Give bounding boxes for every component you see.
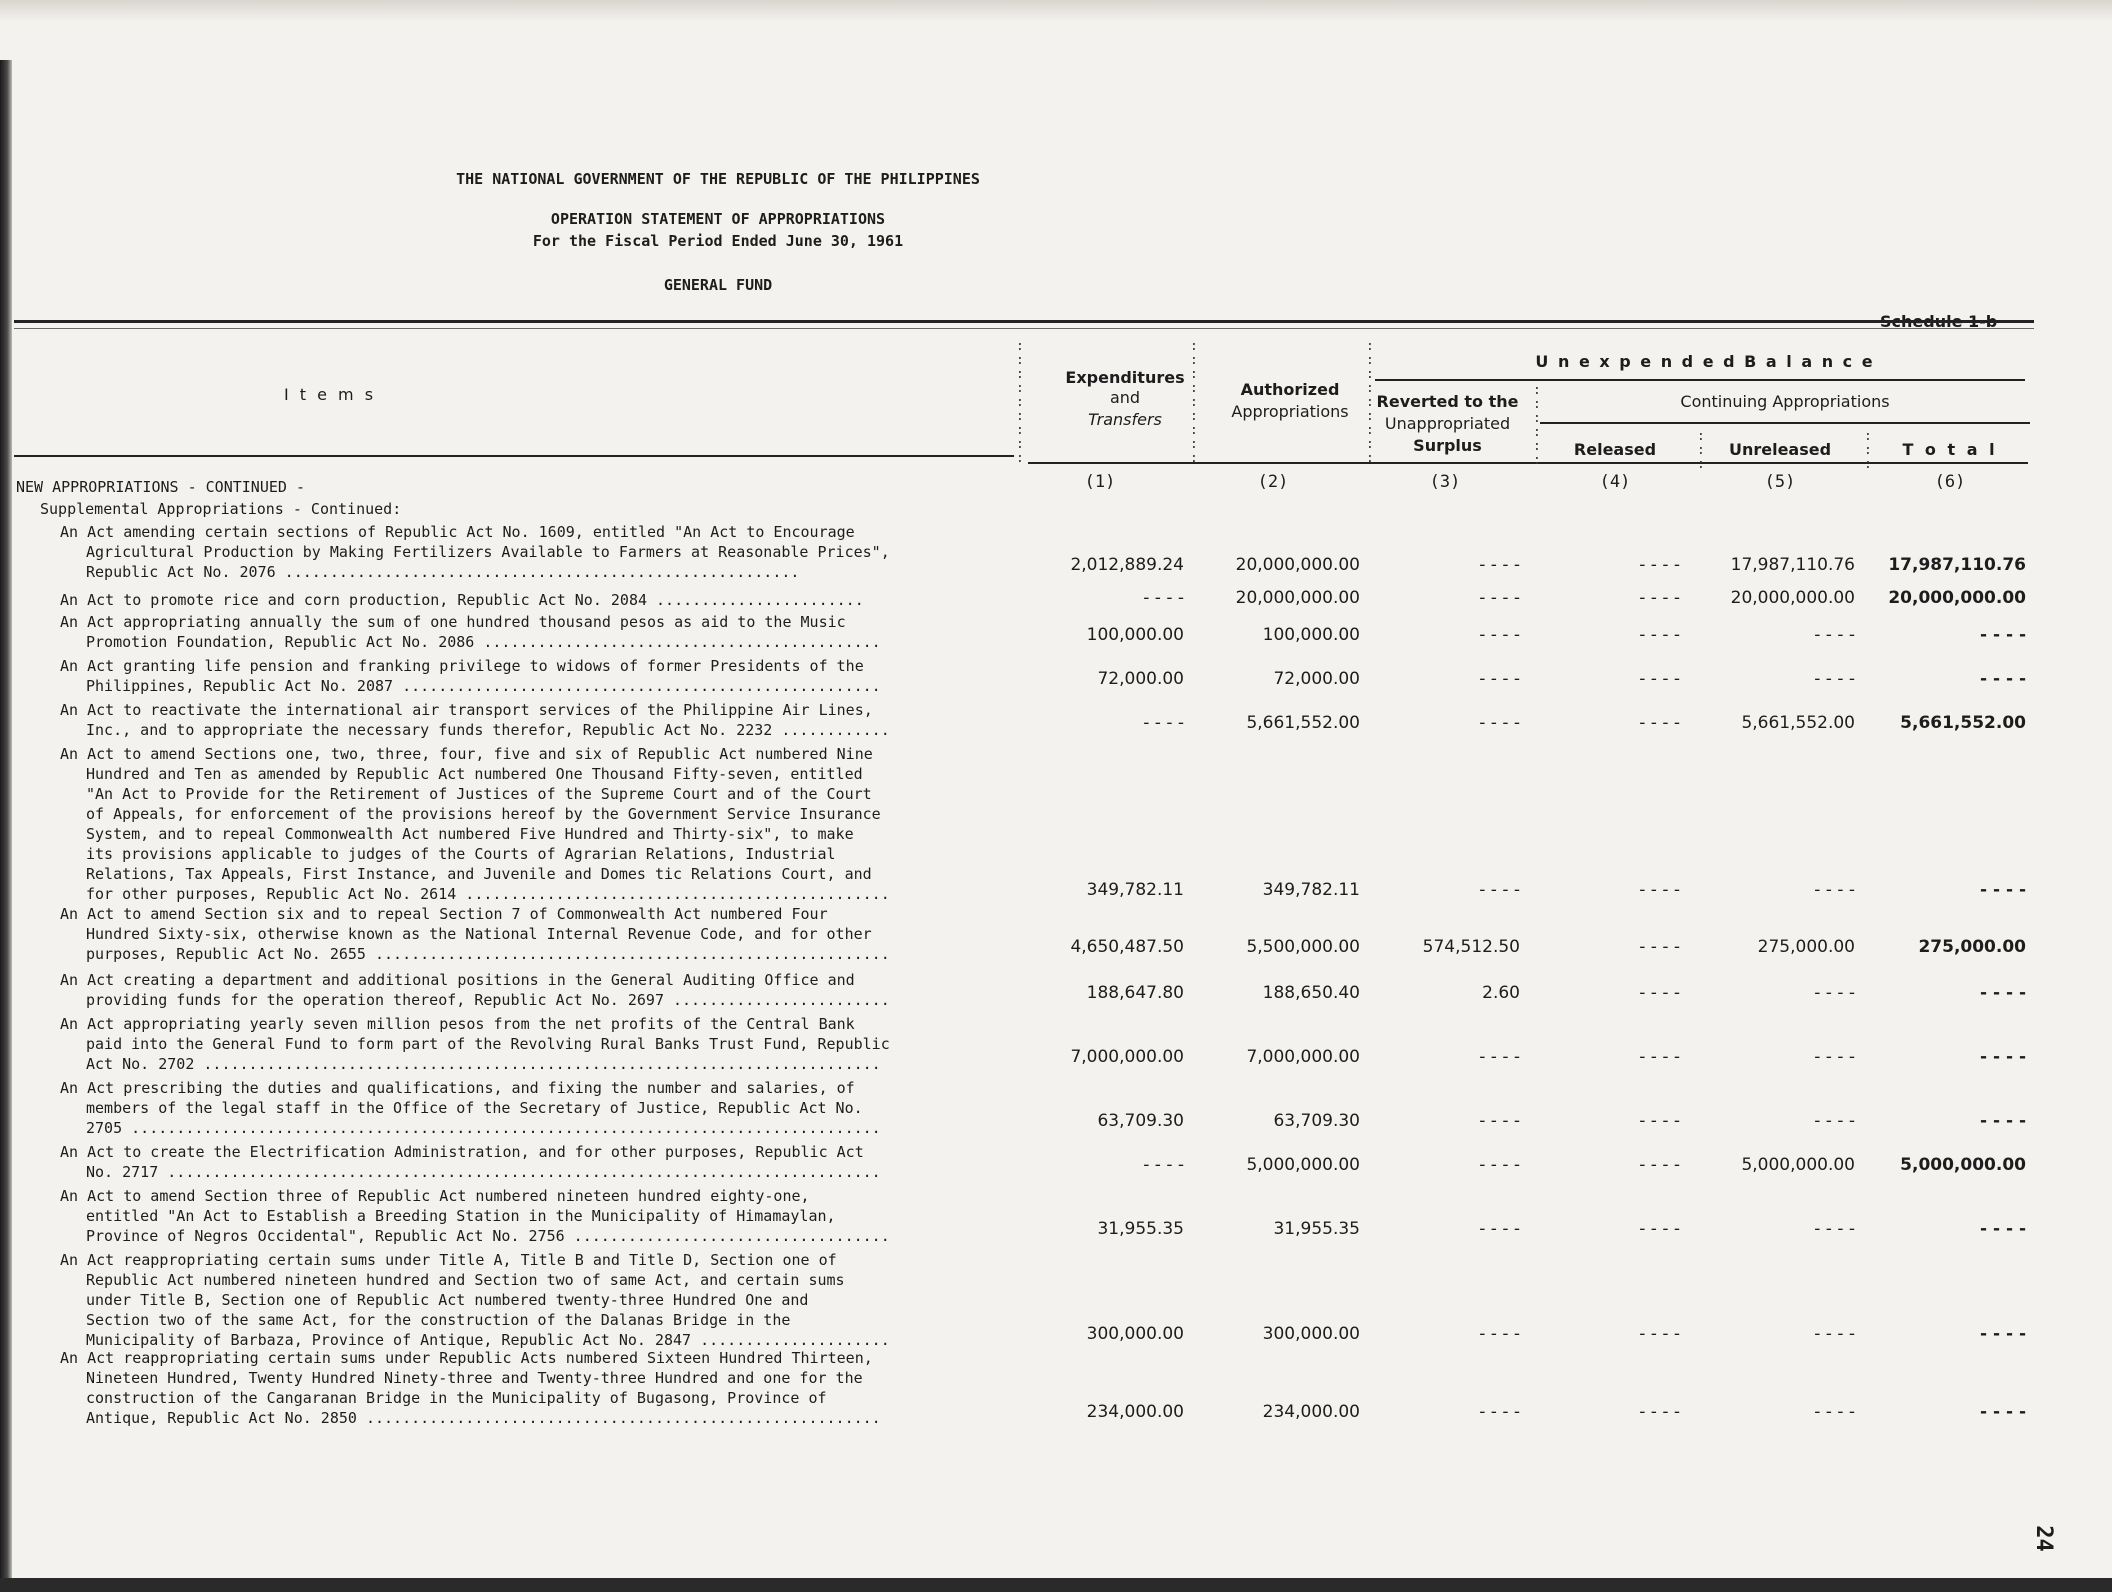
col4-number: (4): [1599, 472, 1631, 492]
row-description-line: Hundred Sixty-six, otherwise known as the National Internal Revenue Code, and for other: [86, 925, 872, 943]
fund-name: GENERAL FUND: [663, 276, 773, 294]
continuing-rule: [1540, 422, 2030, 424]
row-description-line: its provisions applicable to judges of the Courts of Agrarian Relations, Industrial: [86, 845, 836, 863]
row-item-description: [60, 1250, 1010, 1350]
top-rule: [14, 320, 2034, 323]
row-value-col4: - - - -: [1639, 1047, 1680, 1067]
row-value-col1: 349,782.11: [1086, 879, 1184, 900]
page-number: 24: [2030, 1525, 2056, 1552]
row-description-line: An Act creating a department and additional positions in the General Auditing Office and: [60, 971, 855, 989]
row-value-col2: 300,000.00: [1262, 1324, 1360, 1344]
row-value-col3: - - - -: [1479, 1324, 1520, 1344]
row-value-col6: - - - -: [1980, 982, 2026, 1003]
section-subtitle: Supplemental Appropriations - Continued:: [40, 500, 402, 518]
row-description-line: Province of Negros Occidental", Republic Act No. 2756 ...................................: [86, 1227, 890, 1245]
items-header: I t e m s: [283, 385, 377, 404]
row-value-col3: - - - -: [1479, 712, 1520, 733]
row-item-description: [60, 1348, 1010, 1428]
row-description-line: Relations, Tax Appeals, First Instance, and Juvenile and Domes tic Relations Court, and: [86, 865, 872, 883]
row-description-line: An Act appropriating annually the sum of one hundred thousand pesos as aid to the Music: [60, 613, 846, 631]
row-value-col1: 31,955.35: [1097, 1219, 1184, 1239]
row-description-line: An Act to amend Sections one, two, three, four, five and six of Republic Act numbered Nine: [60, 745, 873, 763]
row-value-col4: - - - -: [1639, 982, 1680, 1003]
row-description-line: Republic Act No. 2076 .........................................................: [86, 563, 800, 581]
row-item-description: [60, 1186, 1010, 1246]
unexpended-rule: [1375, 379, 2025, 381]
row-description-line: An Act to reactivate the international air transport services of the Philippine Air Lines,: [60, 701, 873, 719]
row-value-col1: 2,012,889.24: [1070, 555, 1184, 575]
row-value-col3: - - - -: [1479, 879, 1520, 900]
row-value-col5: - - - -: [1814, 1324, 1855, 1344]
row-value-col5: - - - -: [1814, 1111, 1855, 1131]
row-value-col2: 72,000.00: [1273, 668, 1360, 689]
row-description-line: Philippines, Republic Act No. 2087 .....................................................: [86, 677, 881, 695]
row-value-col4: - - - -: [1639, 1324, 1680, 1344]
row-value-col3: - - - -: [1479, 1154, 1520, 1175]
row-description-line: Promotion Foundation, Republic Act No. 2086 ............................................: [86, 633, 881, 651]
row-description-line: members of the legal staff in the Office of the Secretary of Justice, Republic Act No.: [86, 1099, 863, 1117]
row-item-description: [60, 1014, 1010, 1074]
row-value-col1: 100,000.00: [1086, 624, 1184, 645]
col6-header: T o t a l: [1902, 440, 1998, 459]
row-value-col1: 234,000.00: [1086, 1401, 1184, 1422]
row-value-col4: - - - -: [1639, 555, 1680, 575]
row-value-col4: - - - -: [1639, 624, 1680, 645]
row-value-col3: - - - -: [1479, 555, 1520, 575]
row-description-line: An Act to amend Section six and to repeal Section 7 of Commonwealth Act numbered Four: [60, 905, 828, 923]
row-value-col5: 5,661,552.00: [1741, 712, 1855, 733]
row-value-col1: - - - -: [1143, 588, 1184, 608]
col4-header: Released: [1573, 440, 1657, 459]
row-value-col1: 4,650,487.50: [1070, 937, 1184, 957]
row-value-col2: 100,000.00: [1262, 624, 1360, 645]
col6-number: (6): [1934, 472, 1966, 492]
row-value-col6: - - - -: [1980, 668, 2026, 689]
row-item-description: [60, 904, 1010, 964]
column-divider-1: : : : : : : : : :: [1016, 339, 1024, 466]
row-item-description: [60, 700, 1010, 740]
row-description-line: An Act appropriating yearly seven million pesos from the net profits of the Central Bank: [60, 1015, 855, 1033]
page-bottom-edge: [0, 1578, 2112, 1592]
row-value-col4: - - - -: [1639, 588, 1680, 608]
row-value-col4: - - - -: [1639, 879, 1680, 900]
column-divider-4: : : : : : :: [1533, 383, 1541, 468]
continuing-appropriations-header: Continuing Appropriations: [1680, 392, 1890, 411]
row-description-line: Act No. 2702 ...........................................................................: [86, 1055, 881, 1073]
row-value-col1: 63,709.30: [1097, 1111, 1184, 1131]
row-description-line: under Title B, Section one of Republic Act numbered twenty-three Hundred One and: [86, 1291, 809, 1309]
row-value-col2: 7,000,000.00: [1246, 1047, 1360, 1067]
row-value-col5: - - - -: [1814, 1047, 1855, 1067]
row-value-col6: 5,661,552.00: [1900, 712, 2026, 733]
row-value-col3: - - - -: [1479, 1219, 1520, 1239]
row-value-col2: 20,000,000.00: [1235, 588, 1360, 608]
row-item-description: [60, 1142, 1010, 1182]
row-description-line: Municipality of Barbaza, Province of Antique, Republic Act No. 2847 .....................: [86, 1331, 890, 1349]
row-value-col3: - - - -: [1479, 624, 1520, 645]
row-value-col6: 20,000,000.00: [1888, 588, 2026, 608]
row-value-col2: 349,782.11: [1262, 879, 1360, 900]
row-description-line: An Act prescribing the duties and qualifications, and fixing the number and salaries, of: [60, 1079, 855, 1097]
row-value-col6: - - - -: [1980, 879, 2026, 900]
row-value-col1: - - - -: [1143, 1154, 1184, 1175]
row-value-col4: - - - -: [1639, 1154, 1680, 1175]
row-value-col2: 188,650.40: [1262, 982, 1360, 1003]
column-divider-5: : : :: [1697, 429, 1705, 472]
row-value-col5: - - - -: [1814, 668, 1855, 689]
government-title: THE NATIONAL GOVERNMENT OF THE REPUBLIC OF THE PHILIPPINES: [456, 170, 980, 188]
row-description-line: Nineteen Hundred, Twenty Hundred Ninety-three and Twenty-three Hundred and one for the: [86, 1369, 863, 1387]
column-divider-2: : : : : : : : : :: [1190, 339, 1198, 466]
row-value-col2: 5,000,000.00: [1246, 1154, 1360, 1175]
row-value-col4: - - - -: [1639, 1401, 1680, 1422]
statement-title: OPERATION STATEMENT OF APPROPRIATIONS: [550, 210, 886, 228]
row-description-line: 2705 ...................................................................................: [86, 1119, 881, 1137]
row-value-col3: 574,512.50: [1422, 937, 1520, 957]
row-value-col5: 5,000,000.00: [1741, 1154, 1855, 1175]
row-description-line: providing funds for the operation thereof, Republic Act No. 2697 ........................: [86, 991, 890, 1009]
row-value-col6: - - - -: [1980, 1324, 2026, 1344]
row-description-line: Antique, Republic Act No. 2850 .........................................................: [86, 1409, 881, 1427]
row-description-line: An Act granting life pension and franking privilege to widows of former Presidents of the: [60, 657, 864, 675]
col2-number: (2): [1257, 472, 1289, 492]
row-description-line: Hundred and Ten as amended by Republic Act numbered One Thousand Fifty-seven, entitled: [86, 765, 863, 783]
row-value-col5: 20,000,000.00: [1730, 588, 1855, 608]
row-value-col2: 31,955.35: [1273, 1219, 1360, 1239]
row-value-col5: 17,987,110.76: [1730, 555, 1855, 575]
row-item-description: [60, 1078, 1010, 1138]
row-value-col1: 7,000,000.00: [1070, 1047, 1184, 1067]
row-description-line: An Act to promote rice and corn production, Republic Act No. 2084 .......................: [60, 591, 864, 609]
row-value-col2: 5,661,552.00: [1246, 712, 1360, 733]
row-value-col4: - - - -: [1639, 1111, 1680, 1131]
header-bottom-rule-items: [14, 455, 1014, 457]
column-divider-3: : : : : : : : : :: [1366, 339, 1374, 466]
row-description-line: for other purposes, Republic Act No. 2614 ...............................................: [86, 885, 890, 903]
col1-number: (1): [1084, 472, 1116, 492]
row-description-line: System, and to repeal Commonwealth Act numbered Five Hundred and Thirty-six", to make: [86, 825, 854, 843]
row-value-col1: - - - -: [1143, 712, 1184, 733]
row-item-description: [60, 970, 1010, 1010]
row-value-col3: 2.60: [1482, 982, 1520, 1003]
row-value-col6: 275,000.00: [1918, 937, 2026, 957]
row-description-line: entitled "An Act to Establish a Breeding Station in the Municipality of Himamaylan,: [86, 1207, 836, 1225]
row-value-col6: - - - -: [1980, 1219, 2026, 1239]
row-item-description: [60, 612, 1010, 652]
row-description-line: An Act to amend Section three of Republic Act numbered nineteen hundred eighty-one,: [60, 1187, 810, 1205]
row-value-col5: 275,000.00: [1757, 937, 1855, 957]
row-description-line: construction of the Cangaranan Bridge in the Municipality of Bugasong, Province of: [86, 1389, 827, 1407]
section-title: NEW APPROPRIATIONS - CONTINUED -: [16, 478, 305, 496]
row-description-line: No. 2717 ...............................................................................: [86, 1163, 881, 1181]
row-description-line: An Act reappropriating certain sums under Republic Acts numbered Sixteen Hundred Thirteen,: [60, 1349, 873, 1367]
col5-number: (5): [1764, 472, 1796, 492]
row-item-description: [60, 656, 1010, 696]
row-value-col3: - - - -: [1479, 1401, 1520, 1422]
row-description-line: paid into the General Fund to form part of the Revolving Rural Banks Trust Fund, Republic: [86, 1035, 890, 1053]
row-value-col4: - - - -: [1639, 937, 1680, 957]
row-description-line: An Act to create the Electrification Administration, and for other purposes, Republic Act: [60, 1143, 864, 1161]
row-value-col5: - - - -: [1814, 879, 1855, 900]
row-value-col1: 300,000.00: [1086, 1324, 1184, 1344]
row-value-col4: - - - -: [1639, 668, 1680, 689]
row-value-col6: - - - -: [1980, 624, 2026, 645]
row-value-col5: - - - -: [1814, 982, 1855, 1003]
top-rule-thin: [14, 328, 2034, 329]
row-value-col1: 188,647.80: [1086, 982, 1184, 1003]
row-value-col2: 63,709.30: [1273, 1111, 1360, 1131]
row-value-col2: 20,000,000.00: [1235, 555, 1360, 575]
row-value-col1: 72,000.00: [1097, 668, 1184, 689]
row-value-col6: - - - -: [1980, 1401, 2026, 1422]
column-divider-6: : : :: [1864, 429, 1872, 472]
row-item-description: [60, 744, 1010, 904]
row-item-description: [60, 590, 1010, 610]
row-value-col6: 5,000,000.00: [1900, 1154, 2026, 1175]
row-item-description: [60, 522, 1010, 582]
row-value-col3: - - - -: [1479, 1111, 1520, 1131]
col5-header: Unreleased: [1728, 440, 1832, 459]
row-description-line: Section two of the same Act, for the construction of the Dalanas Bridge in the: [86, 1311, 791, 1329]
row-description-line: An Act reappropriating certain sums under Title A, Title B and Title D, Section one of: [60, 1251, 837, 1269]
row-value-col3: - - - -: [1479, 668, 1520, 689]
unexpended-balance-header: U n e x p e n d e d B a l a n c e: [1535, 352, 1875, 371]
row-value-col6: - - - -: [1980, 1111, 2026, 1131]
row-value-col2: 5,500,000.00: [1246, 937, 1360, 957]
header-bottom-rule-values: [1028, 462, 2028, 464]
row-description-line: Agricultural Production by Making Fertilizers Available to Farmers at Reasonable Prices",: [86, 543, 890, 561]
row-description-line: of Appeals, for enforcement of the provisions hereof by the Government Service Insurance: [86, 805, 881, 823]
col3-number: (3): [1429, 472, 1461, 492]
row-value-col5: - - - -: [1814, 1219, 1855, 1239]
row-value-col5: - - - -: [1814, 624, 1855, 645]
row-description-line: An Act amending certain sections of Republic Act No. 1609, entitled "An Act to Encourage: [60, 523, 855, 541]
row-value-col6: 17,987,110.76: [1888, 555, 2026, 575]
row-value-col3: - - - -: [1479, 1047, 1520, 1067]
row-value-col6: - - - -: [1980, 1047, 2026, 1067]
fiscal-period: For the Fiscal Period Ended June 30, 1961: [532, 232, 904, 250]
row-value-col2: 234,000.00: [1262, 1401, 1360, 1422]
row-value-col5: - - - -: [1814, 1401, 1855, 1422]
row-description-line: "An Act to Provide for the Retirement of Justices of the Supreme Court and of the Court: [86, 785, 872, 803]
row-value-col4: - - - -: [1639, 1219, 1680, 1239]
row-value-col3: - - - -: [1479, 588, 1520, 608]
row-value-col4: - - - -: [1639, 712, 1680, 733]
page-top-shadow: [0, 0, 2112, 22]
row-description-line: purposes, Republic Act No. 2655 .........................................................: [86, 945, 890, 963]
row-description-line: Inc., and to appropriate the necessary funds therefor, Republic Act No. 2232 ............: [86, 721, 890, 739]
row-description-line: Republic Act numbered nineteen hundred and Section two of same Act, and certain sums: [86, 1271, 845, 1289]
